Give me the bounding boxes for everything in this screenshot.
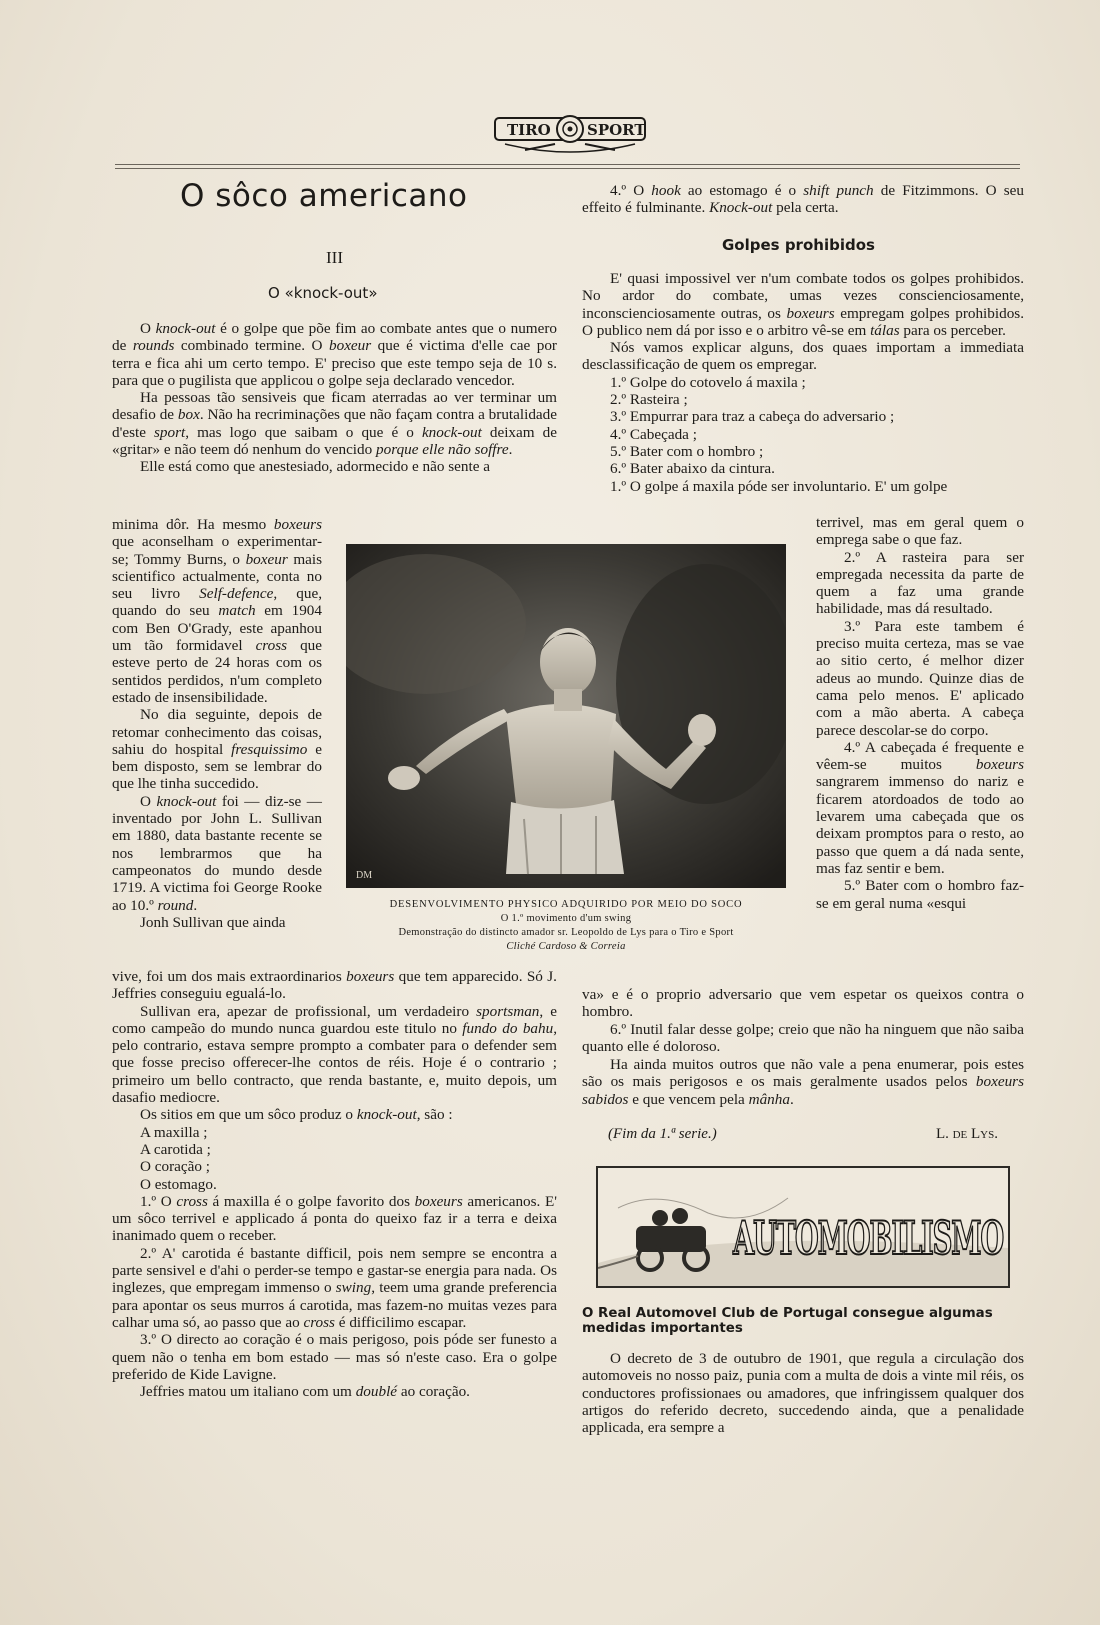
list-item: 1.º Golpe do cotovelo á maxila ; <box>610 373 806 391</box>
caption-credit: Demonstração do distincto amador sr. Leopoldo de Lys para o Tiro e Sport <box>398 927 734 938</box>
photo-caption <box>346 898 786 954</box>
paragraph: 1.º O cross á maxilla é o golpe favorito dos boxeurs americanos. E' um sôco terrivel e applicado á ponta do queixo faz ir a terra e deixa inanimado quem o receber. <box>112 1192 557 1245</box>
paragraph: 2.º A' carotida é bastante difficil, pois nem sempre se encontra a parte sensivel e d'ahi o perder-se tempo e gastar-se energia para nada. Os inglezes, que empregam immenso o swing, teem uma grande preferencia para apontar os seus murros á carotida, mas fazem-no muitas vezes para calhar uma só, ao passo que ao cross é difficilimo escapar. <box>112 1244 557 1331</box>
paragraph: Ha ainda muitos outros que não vale a pena enumerar, pois estes são os mais perigosos e os mais geralmente usados pelos boxeurs sabidos e que vencem pela mânha. <box>582 1056 1024 1108</box>
photo-monogram: DM <box>356 870 373 881</box>
paragraph: Sullivan era, apezar de profissional, um verdadeiro sportsman, e como campeão do mundo nunca guardou este titulo no fundo do bahu, pelo contrario, estava sempre prompto a combater para o defender sem que fosse preciso offerecer-lhe contos de réis. Hoje é o contrario ; primeiro um bello contracto, que renda bastante, e, muito depois, um dasafio mediocre. <box>112 1002 557 1107</box>
list-item: O estomago. <box>140 1175 217 1193</box>
paragraph: No dia seguinte, depois de retomar conhecimento das coisas, sahiu do hospital fresquissimo e bem disposto, sem se lembrar do que lhe tinha succedido. <box>112 706 322 793</box>
paragraph: 5.º Bater com o hombro faz-se em geral numa «esqui <box>816 877 1024 912</box>
author-name: L. de Lys. <box>935 1126 998 1142</box>
left-column-narrow <box>112 516 322 931</box>
paragraph: Elle está como que anestesiado, adormecido e não sente a <box>140 458 491 476</box>
caption-subtitle: O 1.º movimento d'um swing <box>500 913 632 924</box>
svg-text:SPORT: SPORT <box>587 121 646 139</box>
list-item: O coração ; <box>140 1158 210 1176</box>
list-item: A maxilla ; <box>140 1123 208 1141</box>
left-column-bottom <box>112 968 557 1400</box>
paragraph: O knock-out foi — diz-se — inventado por John L. Sullivan em 1880, data bastante recente se nos lembrarmos que ha campeonatos do mundo desde 1719. A victima foi George Rooke ao 10.º round. <box>112 792 322 914</box>
list-item: 6.º Bater abaixo da cintura. <box>610 460 775 478</box>
paragraph: vive, foi um dos mais extraordinarios boxeurs que tem apparecido. Só J. Jeffries conseguiu egualá-lo. <box>112 968 557 1003</box>
paragraph: 3.º Para este tambem é preciso muita certeza, mas se vae ao sitio certo, é melhor dizer adeus ao mundo. Quinze dias de cama pelo menos. E' aplicado com a mão aberta. A cabeça parece descolar-se do corpo. <box>816 617 1024 739</box>
paragraph: Os sitios em que um sôco produz o knock-out, são : <box>140 1106 453 1124</box>
automobilismo-banner <box>596 1166 1010 1288</box>
banner-text: AUTOMOBILISMO <box>732 1211 1004 1265</box>
right-column-narrow <box>816 514 1024 912</box>
paragraph: O knock-out é o golpe que põe fim ao combate antes que o numero de rounds combinado termine. O boxeur que é victima d'elle cae por terra e fica ahi um certo tempo. E' preciso que este tempo seja de 10 s. para que o pugilista que applicou o golpe seja declarado vencedor. <box>112 320 557 389</box>
paragraph: terrivel, mas em geral quem o emprega sabe o que faz. <box>816 514 1024 549</box>
paragraph: minima dôr. Ha mesmo boxeurs que aconselham o experimentar-se; Tommy Burns, o boxeur mais scientifico actualmente, conta no seu livro Self-defence, que, quando do seu match em 1904 com Ben O'Grady, este apanhou um tão formidavel cross que esteve perto de 24 horas com os sentidos perdidos, n'um completo estado de insensibilidade. <box>112 516 322 706</box>
paragraph: 1.º O golpe á maxila póde ser involuntario. E' um golpe <box>610 477 948 495</box>
paragraph: O decreto de 3 de outubro de 1901, que regula a circulação dos automoveis no nosso paiz, punia com a multa de dois a vinte mil réis, os conductores profissionaes ou amadores, que infringissem qualquer dos artigos do referido decreto, succedendo ainda, que a penalidade applicada, era sempre a <box>582 1350 1024 1437</box>
article-part-number: III <box>326 248 343 267</box>
automobilismo-headline: O Real Automovel Club de Portugal consegue algumas medidas importantes <box>582 1306 993 1336</box>
caption-title: DESENVOLVIMENTO PHYSICO ADQUIRIDO POR MEIO DO SOCO <box>389 899 743 910</box>
paragraph: 4.º O hook ao estomago é o shift punch de Fitzimmons. O seu effeito é fulminante. Knock-out pela certa. <box>582 182 1024 217</box>
article-title: O sôco americano <box>180 178 468 214</box>
paragraph: Jeffries matou um italiano com um doublé ao coração. <box>140 1383 470 1401</box>
right-column-mid <box>582 986 1024 1055</box>
automobilismo-body <box>582 1350 1024 1436</box>
paragraph: 4.º A cabeçada é frequente e vêem-se muitos boxeurs sangrarem immenso do nariz e ficarem atordoados de todo ao levarem uma cabeçada que os deixam promptos para o resto, ao passo que quem a dá nada sente, mas faz sentir e bem. <box>816 738 1024 877</box>
end-note: (Fim da 1.ª serie.) <box>608 1126 717 1142</box>
paragraph: E' quasi impossivel ver n'um combate todos os golpes prohibidos. No ardor do combate, umas vezes conscienciosamente, inconscienciosamente outras, os boxeurs empregam golpes prohibidos. O publico nem dá por isso e o arbitro vê-se em tálas para os perceber. <box>582 270 1024 339</box>
article-subhead: O «knock-out» <box>268 284 378 302</box>
right-column-main <box>582 270 1024 495</box>
list-item: 4.º Cabeçada ; <box>610 425 697 443</box>
left-column-top <box>112 320 557 476</box>
list-item: A carotida ; <box>140 1140 211 1158</box>
tiro-sport-logo <box>485 108 655 156</box>
section-heading-golpes: Golpes prohibidos <box>722 236 875 254</box>
right-column-tail <box>582 1056 1024 1108</box>
paragraph: 2.º A rasteira para ser empregada necessita da parte de quem a faz uma grande habilidade, mas dá resultado. <box>816 548 1024 618</box>
paragraph: va» e é o proprio adversario que vem espetar os queixos contra o hombro. <box>582 986 1024 1021</box>
boxer-photo <box>346 544 786 888</box>
header-rule <box>115 168 1020 169</box>
signoff <box>608 1126 998 1143</box>
paragraph: 3.º O directo ao coração é o mais perigoso, pois póde ser funesto a quem não o tenha em bom estado — mas só n'este caso. Era o golpe preferido de Kide Lavigne. <box>112 1331 557 1383</box>
caption-cliche: Cliché Cardoso & Correia <box>506 941 626 952</box>
svg-text:TIRO: TIRO <box>507 121 551 139</box>
paragraph: Nós vamos explicar alguns, dos quaes importam a immediata desclassificação de quem os empregar. <box>582 339 1024 374</box>
paragraph: 6.º Inutil falar desse golpe; creio que não ha ninguem que não saiba quanto elle é doloroso. <box>582 1020 1024 1055</box>
paragraph: Jonh Sullivan que ainda <box>140 913 286 931</box>
paragraph: Ha pessoas tão sensiveis que ficam aterradas ao ver terminar um desafio de box. Não ha recriminações que não façam contra a brutalidade d'este sport, mas logo que saibam o que é o knock-out deixam de «gritar» e não teem dó nenhum do vencido porque elle não soffre. <box>112 389 557 459</box>
list-item: 3.º Empurrar para traz a cabeça do adversario ; <box>610 408 895 426</box>
header-rule <box>115 164 1020 165</box>
right-column-top <box>582 182 1024 217</box>
list-item: 2.º Rasteira ; <box>610 391 688 409</box>
list-item: 5.º Bater com o hombro ; <box>610 442 764 460</box>
